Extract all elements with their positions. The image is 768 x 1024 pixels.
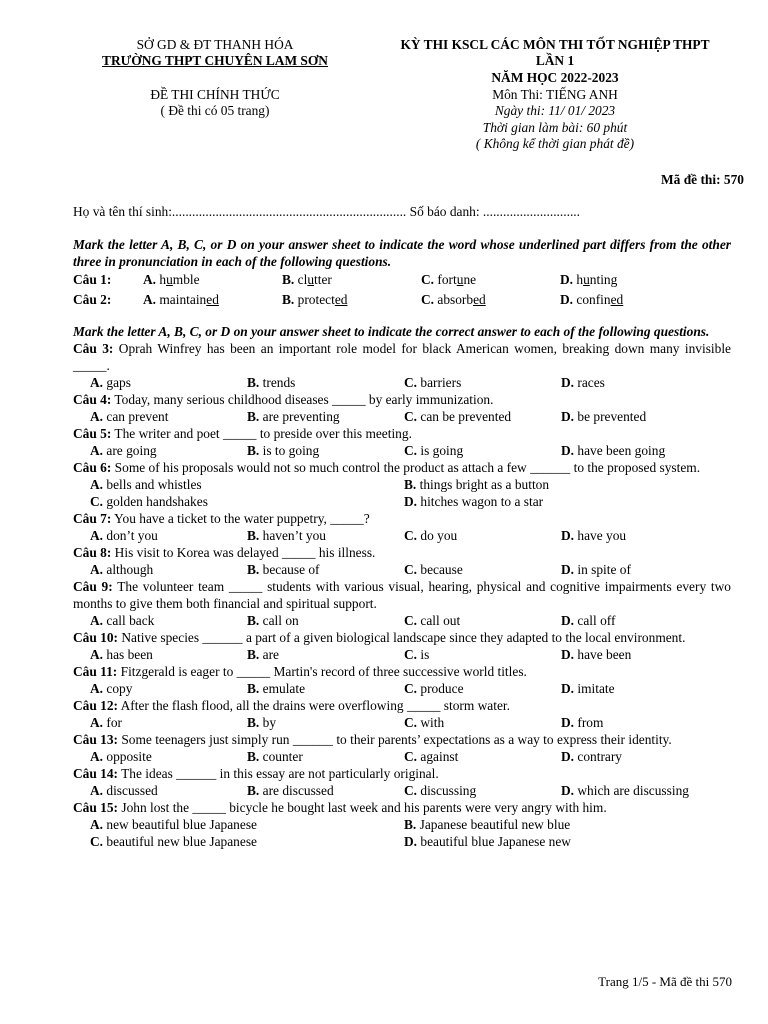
option-c: C. because — [404, 562, 463, 577]
option-a: A. maintained — [143, 292, 219, 307]
question-5: Câu 5: The writer and poet _____ to preside over this meeting. — [73, 426, 412, 441]
exam-title: KỲ THI KSCL CÁC MÔN THI TỐT NGHIỆP THPT — [400, 37, 710, 52]
option-b: B. protected — [282, 292, 348, 307]
option-a: A. opposite — [90, 749, 152, 764]
exam-round: LẦN 1 — [535, 53, 575, 68]
option-d: D. have you — [561, 528, 627, 543]
option-b: B. counter — [247, 749, 303, 764]
exam-date: Ngày thi: 11/ 01/ 2023 — [494, 103, 616, 118]
official-label: ĐỀ THI CHÍNH THỨC — [150, 87, 280, 102]
option-c: C. discussing — [404, 783, 477, 798]
option-a: A. for — [90, 715, 123, 730]
question-13: Câu 13: Some teenagers just simply run ______ to their parents’ expectations as a way to express their identity. — [73, 732, 672, 747]
option-c: C. beautiful new blue Japanese — [90, 834, 257, 849]
candidate-id-label: Số báo danh: ............................. — [409, 204, 580, 219]
options-13 — [73, 748, 731, 765]
question-4: Câu 4: Today, many serious childhood diseases _____ by early immunization. — [73, 392, 494, 407]
question-15: Câu 15: John lost the _____ bicycle he bought last week and his parents were very angry with him. — [73, 800, 607, 815]
option-a: A. gaps — [90, 375, 131, 390]
school-year: NĂM HỌC 2022-2023 — [491, 70, 619, 85]
option-a: A. don’t you — [90, 528, 158, 543]
options-4 — [73, 408, 731, 425]
option-a: A. copy — [90, 681, 133, 696]
options-5 — [73, 442, 731, 459]
options-6-row1 — [73, 476, 731, 493]
option-d: D. confined — [560, 292, 624, 307]
options-10 — [73, 646, 731, 663]
option-d: D. have been going — [561, 443, 666, 458]
option-d: D. which are discussing — [561, 783, 689, 798]
candidate-info — [73, 203, 693, 220]
question-7: Câu 7: You have a ticket to the water puppetry, _____? — [73, 511, 370, 526]
options-9 — [73, 612, 731, 629]
question-12: Câu 12: After the flash flood, all the drains were overflowing _____ storm water. — [73, 698, 510, 713]
duration-note: ( Không kể thời gian phát đề) — [475, 136, 635, 151]
option-d: D. from — [561, 715, 604, 730]
option-d: D. call off — [561, 613, 616, 628]
option-c: C. can be prevented — [404, 409, 512, 424]
options-3 — [73, 374, 731, 391]
question-label: Câu 2: — [73, 292, 112, 307]
option-b: B. is to going — [247, 443, 320, 458]
option-b: B. emulate — [247, 681, 306, 696]
option-d: D. imitate — [561, 681, 615, 696]
option-c: C. is going — [404, 443, 464, 458]
option-d: D. hitches wagon to a star — [404, 494, 544, 509]
option-c: C. barriers — [404, 375, 462, 390]
department-name: SỞ GD & ĐT THANH HÓA — [136, 37, 294, 52]
option-d: D. beautiful blue Japanese new — [404, 834, 571, 849]
question-9: Câu 9: The volunteer team _____ students with various visual, hearing, physical and cognitive impairments every two months to give them both financial and spiritual support. — [73, 579, 731, 611]
option-b: B. are discussed — [247, 783, 334, 798]
option-a: A. call back — [90, 613, 155, 628]
question-3: Câu 3: Oprah Winfrey has been an important role model for black American women, breaking down many invisible _____. — [73, 341, 731, 373]
option-c: C. with — [404, 715, 445, 730]
option-a: A. although — [90, 562, 154, 577]
options-12 — [73, 714, 731, 731]
option-b: B. are preventing — [247, 409, 340, 424]
option-d: D. contrary — [561, 749, 623, 764]
question-10: Câu 10: Native species ______ a part of a given biological landscape since they adapted to the local environment. — [73, 630, 686, 645]
question-8: Câu 8: His visit to Korea was delayed _____ his illness. — [73, 545, 376, 560]
exam-body — [73, 236, 731, 850]
question-1 — [73, 270, 731, 290]
option-b: B. are — [247, 647, 279, 662]
option-b: B. because of — [247, 562, 320, 577]
exam-subject: Môn Thi: TIẾNG ANH — [492, 87, 618, 102]
option-c: C. fortune — [421, 272, 477, 287]
options-15-row1 — [73, 816, 731, 833]
option-a: A. has been — [90, 647, 153, 662]
section2-instruction: Mark the letter A, B, C, or D on your answer sheet to indicate the correct answer to each of the following questions. — [73, 324, 710, 339]
options-6-row2 — [73, 493, 731, 510]
options-8 — [73, 561, 731, 578]
exam-duration: Thời gian làm bài: 60 phút — [482, 120, 628, 135]
option-b: B. by — [247, 715, 277, 730]
school-name: TRƯỜNG THPT CHUYÊN LAM SƠN — [102, 53, 328, 68]
option-c: C. golden handshakes — [90, 494, 208, 509]
option-b: B. trends — [247, 375, 296, 390]
options-15-row2 — [73, 833, 731, 850]
option-d: D. in spite of — [561, 562, 631, 577]
question-6: Câu 6: Some of his proposals would not so much control the product as attach a few ______ to the proposed system. — [73, 460, 701, 475]
question-11: Câu 11: Fitzgerald is eager to _____ Martin's record of three successive world titles. — [73, 664, 527, 679]
option-b: B. Japanese beautiful new blue — [404, 817, 571, 832]
option-a: A. discussed — [90, 783, 158, 798]
option-a: A. new beautiful blue Japanese — [90, 817, 257, 832]
candidate-name-label: Họ và tên thí sinh:...................................................................... — [73, 204, 407, 219]
option-a: A. are going — [90, 443, 157, 458]
option-b: B. haven’t you — [247, 528, 326, 543]
page-footer: Trang 1/5 - Mã đề thi 570 — [598, 974, 732, 989]
options-7 — [73, 527, 731, 544]
question-label: Câu 1: — [73, 272, 112, 287]
exam-code: Mã đề thi: 570 — [661, 172, 744, 187]
option-d: D. races — [561, 375, 605, 390]
option-b: B. call on — [247, 613, 299, 628]
option-a: A. humble — [143, 272, 200, 287]
option-a: A. bells and whistles — [90, 477, 202, 492]
options-14 — [73, 782, 731, 799]
option-c: C. against — [404, 749, 459, 764]
option-c: C. do you — [404, 528, 458, 543]
option-d: D. be prevented — [561, 409, 647, 424]
option-d: D. hunting — [560, 272, 618, 287]
option-c: C. produce — [404, 681, 464, 696]
question-14: Câu 14: The ideas ______ in this essay are not particularly original. — [73, 766, 439, 781]
option-c: C. call out — [404, 613, 461, 628]
options-11 — [73, 680, 731, 697]
question-2 — [73, 290, 731, 310]
option-c: C. absorbed — [421, 292, 486, 307]
option-b: B. clutter — [282, 272, 332, 287]
pages-note: ( Đề thi có 05 trang) — [160, 103, 270, 118]
option-b: B. things bright as a button — [404, 477, 550, 492]
section1-instruction: Mark the letter A, B, C, or D on your answer sheet to indicate the word whose underlined part differs from the other three in pronunciation in each of the following questions. — [73, 237, 731, 269]
option-d: D. have been — [561, 647, 632, 662]
option-c: C. is — [404, 647, 430, 662]
option-a: A. can prevent — [90, 409, 169, 424]
